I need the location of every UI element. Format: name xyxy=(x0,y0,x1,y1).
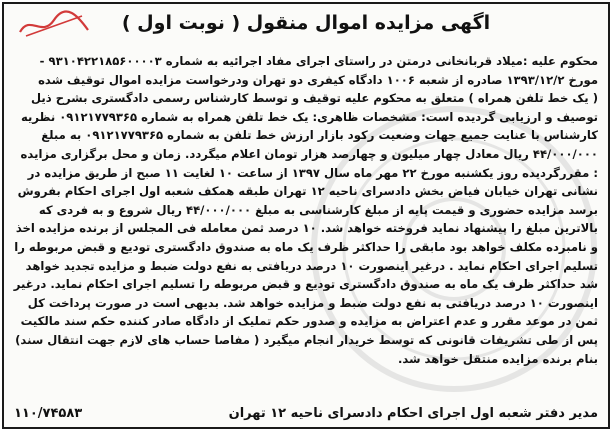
notice-line: بالاترین مبلغ را پیشنهاد نماید فروخته خواهد شد. ۱۰ درصد ثمن معامله فی المجلس از برنده مزایده اخذ xyxy=(15,221,598,236)
notice-line: محکوم علیه :میلاد قربانخانی درمتن در راستای اجرای مفاد اجرائیه به شماره ۹۳۱۰۴۲۲۱۸۵۶۰۰۰۰۳ - xyxy=(39,54,598,68)
notice-line: ۴۴/۰۰۰/۰۰۰ ریال معادل چهار میلیون و چهارصد هزار تومان اعلام میگردد. زمان و محل برگزاری مزایده xyxy=(20,146,598,161)
signature-line: مدیر دفتر شعبه اول اجرای احکام دادسرای ناحیه ۱۲ تهران xyxy=(228,406,598,421)
notice-line: کارشناس با عنایت جمیع جهات وضعیت رکود بازار ارزش خط تلفن به شماره ۰۹۱۲۱۷۷۹۳۶۵ به مبلغ xyxy=(41,128,598,143)
reference-code: ۱۱۰/۷۴۵۸۳ xyxy=(14,406,83,421)
notice-line: شد حداکثر ظرف یک ماه به صندوق دادگستری تودیع و قبض مربوطه را تسلیم اجرای احکام نماید. درغیر xyxy=(13,277,598,292)
notice-body xyxy=(12,52,598,368)
notice-line: پس از طی تشریفات قانونی که توسط خریدار انجام میگیرد ( مفاصا حساب های لازم جهت انتقال سند) xyxy=(15,332,598,347)
notice-line: و نامبرده مکلف خواهد بود مابقی را حداکثر ظرف یک ماه به صندوق دادگستری تودیع و قبض مربوطه را xyxy=(14,239,598,254)
notice-line: ( یک خط تلفن همراه ) متعلق به محکوم علیه توقیف و توسط کارشناس رسمی دادگستری بشرح ذیل xyxy=(31,91,598,106)
notice-line: توصیف و ارزیابی گردیده است: مشخصات ظاهری: یک خط تلفن همراه به شماره ۰۹۱۲۱۷۷۹۳۶۵ نظریه xyxy=(20,109,598,124)
notice-line: مورخ ۱۳۹۳/۱۲/۲ صادره از شعبه ۱۰۰۶ دادگاه کیفری دو تهران ودرخواست مزایده اموال توقیف شده xyxy=(38,72,598,87)
notice-line: تسلیم اجرای احکام نماید . درغیر اینصورت ۱۰ درصد دریافتی به نفع دولت ضبط و مزایده تجدید خواهد xyxy=(25,258,598,273)
notice-line: : مقررگردیده روز یکشنبه مورخ ۲۲ مهر ماه سال ۱۳۹۷ از ساعت ۱۰ لغایت ۱۱ صبح از طریق مزایده در xyxy=(27,165,598,180)
notice-frame xyxy=(2,2,610,429)
notice-title: اگهی مزایده اموال منقول ( نوبت اول ) xyxy=(121,12,491,34)
notice-line: برسد مزایده حضوری و قیمت پایه از مبلغ کارشناسی به مبلغ ۴۴/۰۰۰/۰۰۰ ریال شروع و به فردی که xyxy=(38,202,598,217)
notice-footer xyxy=(14,406,598,421)
notice-line: بنام برنده مزایده منتقل خواهد شد. xyxy=(397,351,598,366)
notice-line: اینصورت ۱۰ درصد دریافتی به نفع دولت ضبط و مزایده خواهد شد. بدیهی است در صورت پرداخت کل xyxy=(27,295,598,310)
notice-line: نشانی تهران خیابان فیاض بخش دادسرای ناحیه ۱۲ تهران طبقه همکف شعبه اول اجرای احکام بفروش xyxy=(17,184,598,199)
notice-line: ثمن در موعد مقرر و عدم اعتراض به مزایده و صدور حکم تملیک از دادگاه صادر کننده حکم سند مالکیت xyxy=(20,314,598,329)
